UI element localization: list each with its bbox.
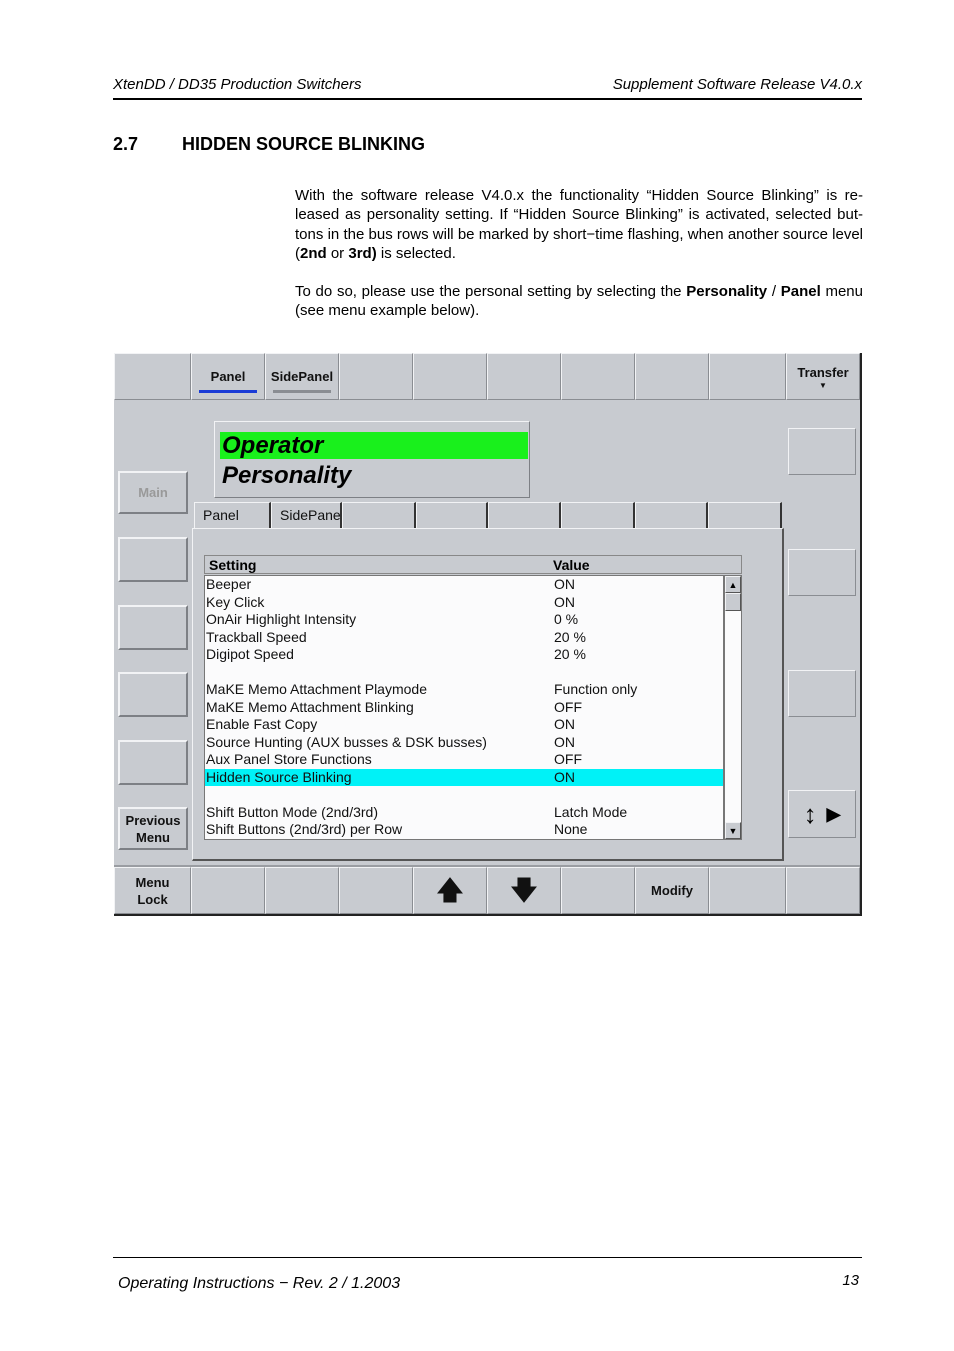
move-down-button[interactable] [487,867,561,914]
tab-empty[interactable] [561,353,635,400]
menu-screenshot [114,353,862,916]
bottom-button-empty[interactable] [265,867,339,914]
setting-name: MaKE Memo Attachment Playmode [206,681,427,697]
table-row[interactable] [205,804,723,822]
inner-tab-empty[interactable] [635,502,708,529]
right-cell[interactable] [788,549,856,596]
table-row[interactable] [205,576,723,594]
settings-list[interactable] [204,575,724,840]
bottom-button-empty[interactable] [339,867,413,914]
bottom-button-empty[interactable] [709,867,786,914]
menu-title-personality: Personality [222,462,352,489]
tab-empty[interactable] [635,353,709,400]
table-row[interactable] [205,751,723,769]
table-row[interactable] [205,681,723,699]
main-button[interactable]: Main [118,471,188,514]
table-row[interactable] [205,594,723,612]
inner-tab-empty[interactable] [342,502,416,529]
paragraph-intro: With the software release V4.0.x the functionality “Hidden Source Blinking” is re- leased as personality setting. If “Hidden Source Blinking” is activated, selected but- tons in the bus rows will be marked by short−time flashing, when another source level (2nd or 3rd) is selected. [295,187,863,262]
scroll-down-button[interactable] [725,822,741,839]
setting-value: ON [554,593,575,610]
left-button-empty[interactable] [118,672,188,717]
play-right-icon: ▶ [826,803,841,824]
setting-value: ON [554,716,575,732]
table-row[interactable] [205,769,723,787]
setting-name: Digipot Speed [206,646,294,662]
left-button-empty[interactable] [118,537,188,582]
setting-name: OnAir Highlight Intensity [206,611,357,627]
header-release: Supplement Software Release V4.0.x [612,76,862,93]
scroll-up-button[interactable] [725,576,741,593]
table-row[interactable] [205,821,723,839]
section-number: 2.7 [113,134,139,154]
setting-value: OFF [554,698,582,715]
triangle-down-icon: ▼ [728,825,738,836]
table-row[interactable] [205,699,723,717]
transfer-button[interactable]: Transfer ▼ [786,353,860,400]
page-number: 13 [842,1272,859,1289]
left-button-empty[interactable] [118,740,188,785]
footer-document: Operating Instructions − Rev. 2 / 1.2003 [118,1275,401,1292]
scroll-direction-button[interactable] [788,790,856,838]
setting-name: Shift Button Mode (2nd/3rd) [206,803,378,820]
section-title: HIDDEN SOURCE BLINKING [182,134,426,154]
setting-name: Trackball Speed [206,628,307,645]
right-cell[interactable] [788,428,856,475]
top-corner-cell [114,353,191,400]
top-tab-bar [114,353,860,400]
tab-sidepanel[interactable]: SidePanel [265,353,339,400]
previous-menu-button[interactable]: Previous Menu [118,807,188,850]
scroll-thumb[interactable] [725,593,741,611]
table-row[interactable] [205,664,723,682]
table-row[interactable] [205,646,723,664]
setting-value: 0 % [554,611,579,627]
bottom-button-empty[interactable] [191,867,265,914]
tab-active-indicator [199,390,257,393]
bottom-button-empty[interactable] [561,867,635,914]
setting-value: None [554,821,588,837]
bottom-button-bar [114,865,860,914]
setting-value: 20 % [554,628,586,645]
setting-name: Aux Panel Store Functions [206,751,372,767]
inner-tab-panel[interactable]: Panel [194,502,271,529]
setting-name: Hidden Source Blinking [206,768,352,785]
table-row[interactable] [205,716,723,734]
column-setting: Setting [209,557,257,573]
menu-title-box [214,421,530,498]
setting-value: 20 % [554,646,586,662]
table-row[interactable] [205,786,723,804]
inner-tab-empty[interactable] [488,502,561,529]
tab-inactive-indicator [273,390,331,393]
inner-tab-empty[interactable] [416,502,488,529]
left-button-empty[interactable] [118,605,188,650]
setting-value: Function only [554,681,638,697]
setting-name: Beeper [206,576,252,592]
chevron-down-icon: ▼ [819,380,827,390]
setting-value: OFF [554,751,582,767]
setting-name: MaKE Memo Attachment Blinking [206,698,414,715]
up-arrow-icon: 🡅 [436,875,464,905]
tab-empty[interactable] [339,353,413,400]
down-arrow-icon: 🡇 [510,875,538,905]
table-header [204,555,742,574]
tab-empty[interactable] [413,353,487,400]
move-up-button[interactable] [413,867,487,914]
right-cell[interactable] [788,670,856,717]
footer-rule [113,1257,862,1258]
triangle-up-icon: ▲ [728,579,738,590]
column-value: Value [553,557,590,573]
setting-value: Latch Mode [554,803,628,820]
table-row[interactable] [205,629,723,647]
setting-value: ON [554,576,575,592]
up-down-arrow-icon: ↕ [803,798,817,829]
inner-tab-sidepanel[interactable]: SidePane [271,502,342,529]
header-rule [113,98,862,100]
setting-name: Source Hunting (AUX busses & DSK busses) [206,733,487,750]
header-product: XtenDD / DD35 Production Switchers [113,76,362,93]
setting-value: ON [554,768,575,785]
tab-empty[interactable] [487,353,561,400]
setting-value: ON [554,733,575,750]
table-row[interactable] [205,734,723,752]
setting-name: Enable Fast Copy [206,716,318,732]
setting-name: Shift Buttons (2nd/3rd) per Row [206,821,403,837]
table-row[interactable] [205,611,723,629]
scrollbar[interactable] [724,575,742,840]
menu-title-operator: Operator [220,432,528,459]
tab-panel[interactable]: Panel [191,353,265,400]
bottom-button-empty[interactable] [786,867,860,914]
menu-lock-button[interactable]: Menu Lock [114,867,191,914]
inner-tab-empty[interactable] [708,502,782,529]
inner-tab-empty[interactable] [561,502,635,529]
paragraph-instructions: To do so, please use the personal setting by selecting the Personality / Panel menu (see menu example below). [295,283,863,320]
modify-button[interactable]: Modify [635,867,709,914]
setting-name: Key Click [206,593,265,610]
tab-empty[interactable] [709,353,786,400]
